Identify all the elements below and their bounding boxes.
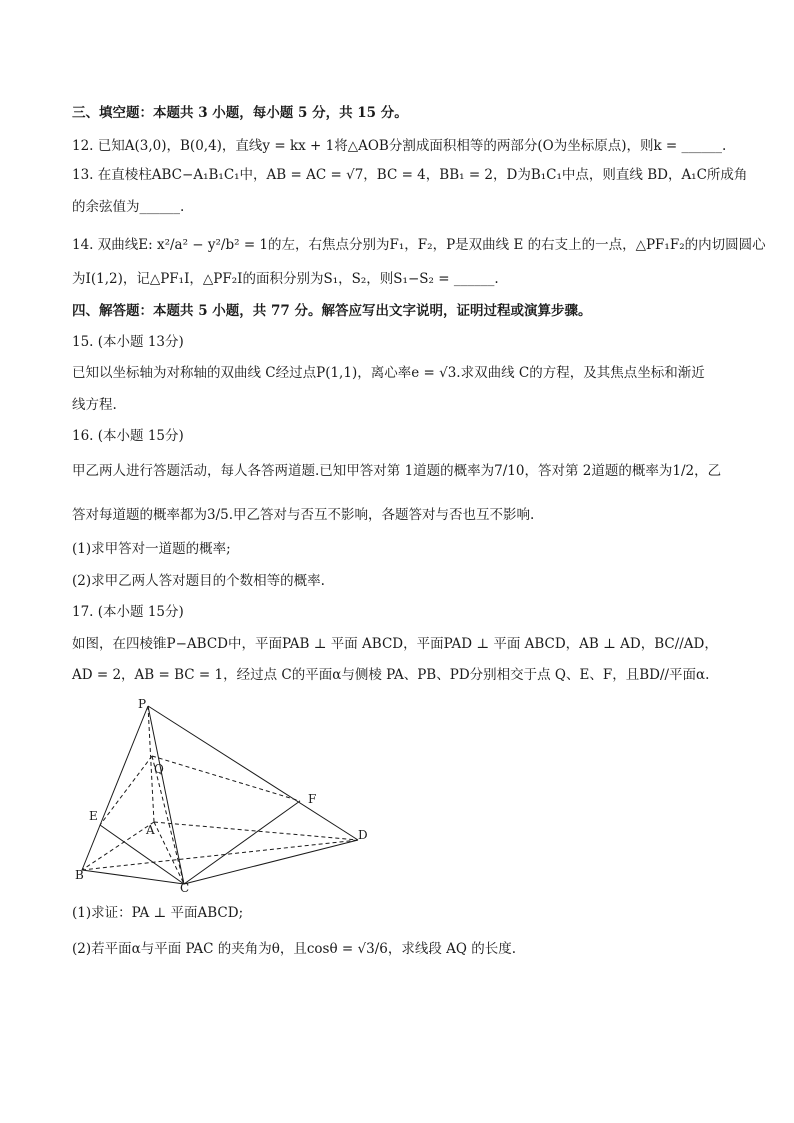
question-14-line1: 14. 双曲线E: x²/a² − y²/b² = 1的左，右焦点分别为F₁，F₂，P是双曲线 E 的右支上的一点，△PF₁F₂的内切圆圆心: [72, 237, 766, 253]
edge-AB: [82, 822, 154, 870]
section3-heading: 三、填空题：本题共 3 小题，每小题 5 分，共 15 分。: [72, 105, 408, 121]
edge-PC: [148, 706, 184, 884]
section4-heading: 四、解答题：本题共 5 小题，共 77 分。解答应写出文字说明，证明过程或演算步骤。: [72, 303, 592, 319]
question-16-line2: 答对每道题的概率都为3/5.甲乙答对与否互不影响，各题答对与否也互不影响.: [72, 507, 535, 523]
label-Q: Q: [154, 762, 164, 776]
question-17-line2: AD = 2，AB = BC = 1，经过点 C的平面α与侧棱 PA、PB、PD分别相交于点 Q、E、F，且BD//平面α.: [72, 667, 710, 683]
question-17-part1: (1)求证：PA ⊥ 平面ABCD;: [72, 905, 244, 921]
question-13-line2: 的余弦值为______.: [72, 199, 185, 215]
edge-AD: [154, 822, 358, 840]
question-13-line1: 13. 在直棱柱ABC−A₁B₁C₁中，AB = AC = √7，BC = 4，BB₁ = 2，D为B₁C₁中点，则直线 BD，A₁C所成角: [72, 167, 748, 183]
edge-QF: [152, 756, 300, 801]
edge-PD: [148, 706, 358, 840]
question-16-title: 16. (本小题 15分): [72, 428, 184, 444]
question-15-title: 15. (本小题 13分): [72, 334, 184, 350]
question-12: 12. 已知A(3,0)，B(0,4)，直线y = kx + 1将△AOB分割成面积相等的两部分(O为坐标原点)，则k = ______.: [72, 138, 727, 154]
edge-CF: [184, 801, 300, 884]
question-14-line2: 为I(1,2)，记△PF₁I，△PF₂I的面积分别为S₁，S₂，则S₁−S₂ = ______.: [72, 271, 499, 287]
edge-PB: [82, 706, 148, 870]
label-P: P: [138, 697, 147, 711]
label-E: E: [89, 809, 98, 823]
question-16-part1: (1)求甲答对一道题的概率;: [72, 541, 231, 557]
edge-AC: [154, 822, 184, 884]
pyramid-figure: [70, 692, 380, 898]
label-F: F: [308, 792, 317, 806]
label-A: A: [146, 823, 155, 837]
edge-CD: [184, 840, 358, 884]
question-17-part2: (2)若平面α与平面 PAC 的夹角为θ，且cosθ = √3/6，求线段 AQ 的长度.: [72, 941, 517, 957]
label-D: D: [358, 828, 368, 842]
question-15-line1: 已知以坐标轴为对称轴的双曲线 C经过点P(1,1)，离心率e = √3.求双曲线 C的方程，及其焦点坐标和渐近: [72, 365, 705, 381]
label-B: B: [75, 868, 84, 882]
question-16-part2: (2)求甲乙两人答对题目的个数相等的概率.: [72, 573, 325, 589]
question-15-line2: 线方程.: [72, 397, 117, 413]
edge-BD: [82, 840, 358, 870]
question-17-title: 17. (本小题 15分): [72, 604, 184, 620]
question-17-line1: 如图，在四棱锥P−ABCD中，平面PAB ⊥ 平面 ABCD，平面PAD ⊥ 平面 ABCD，AB ⊥ AD，BC//AD，: [72, 636, 718, 652]
label-C: C: [180, 881, 190, 895]
edge-QE: [100, 756, 152, 825]
question-16-line1: 甲乙两人进行答题活动，每人各答两道题.已知甲答对第 1道题的概率为7/10，答对第 2道题的概率为1/2，乙: [72, 463, 722, 479]
edge-BC: [82, 870, 184, 884]
